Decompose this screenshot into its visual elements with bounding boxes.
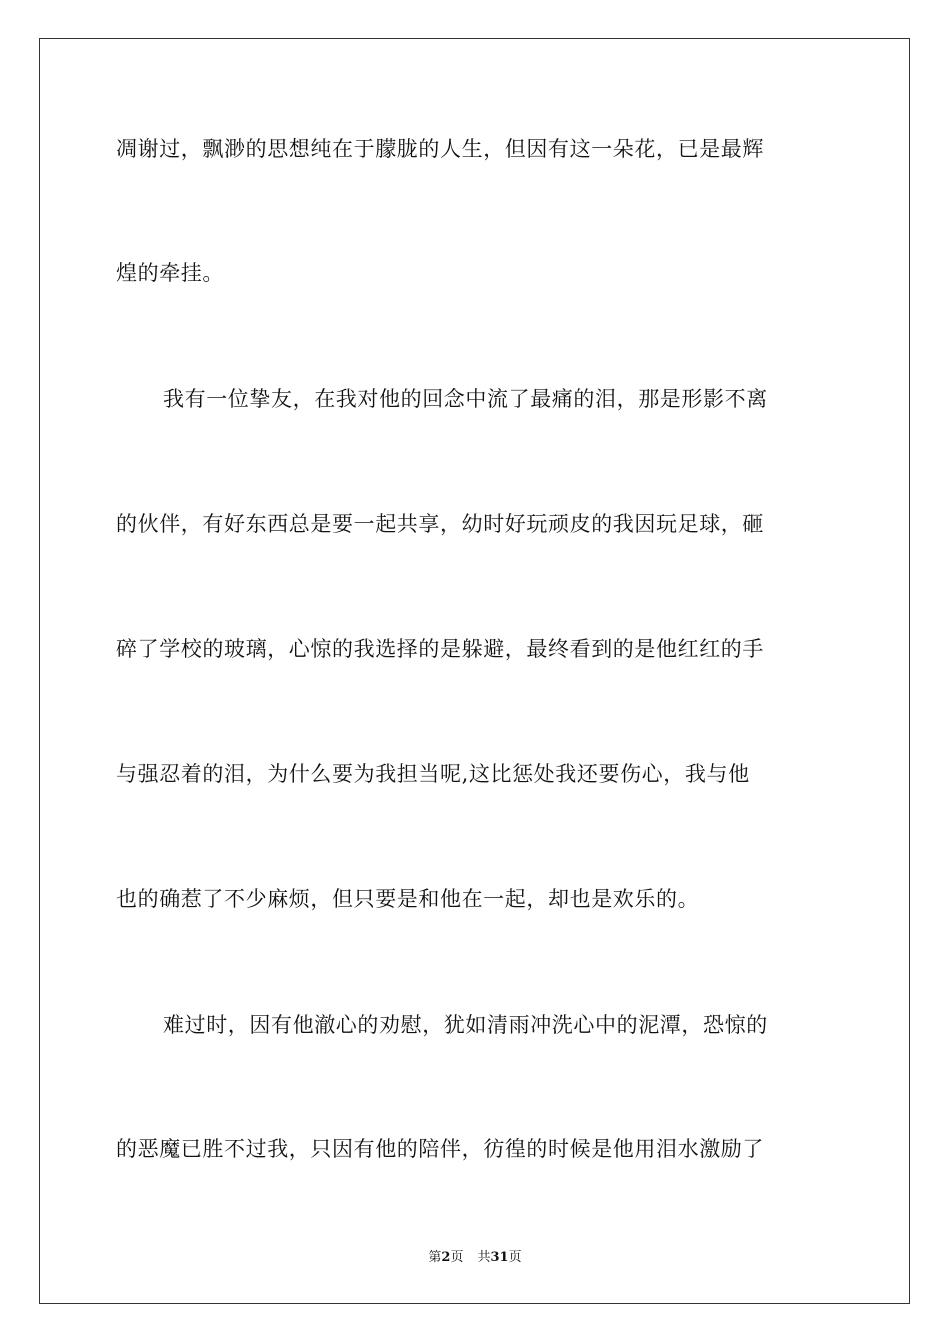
page-border (39, 38, 910, 1304)
body-line-8: 难过时，因有他澈心的劝慰，犹如清雨冲洗心中的泥潭，恐惊的 (163, 1013, 768, 1037)
page-suffix: 页 (450, 1250, 464, 1265)
page-footer (0, 1246, 950, 1265)
page-number: 2 (441, 1250, 451, 1265)
body-line-1: 凋谢过，飘渺的思想纯在于朦胧的人生，但因有这一朵花，已是最辉 (116, 137, 764, 161)
total-prefix: 共 (477, 1250, 491, 1265)
body-line-3: 我有一位挚友，在我对他的回念中流了最痛的泪，那是形影不离 (163, 387, 768, 411)
total-suffix: 页 (508, 1250, 522, 1265)
page-prefix: 第 (428, 1250, 442, 1265)
body-line-5: 碎了学校的玻璃，心惊的我选择的是躲避，最终看到的是他红红的手 (116, 637, 764, 661)
body-line-6: 与强忍着的泪，为什么要为我担当呢,这比惩处我还要伤心，我与他 (116, 762, 750, 786)
body-line-7: 也的确惹了不少麻烦，但只要是和他在一起，却也是欢乐的。 (116, 887, 700, 911)
total-pages: 31 (490, 1250, 509, 1265)
body-line-9: 的恶魔已胜不过我，只因有他的陪伴，彷徨的时候是他用泪水激励了 (116, 1137, 764, 1161)
body-line-2: 煌的牵挂。 (116, 261, 224, 285)
body-line-4: 的伙伴，有好东西总是要一起共享，幼时好玩顽皮的我因玩足球，砸 (116, 512, 764, 536)
